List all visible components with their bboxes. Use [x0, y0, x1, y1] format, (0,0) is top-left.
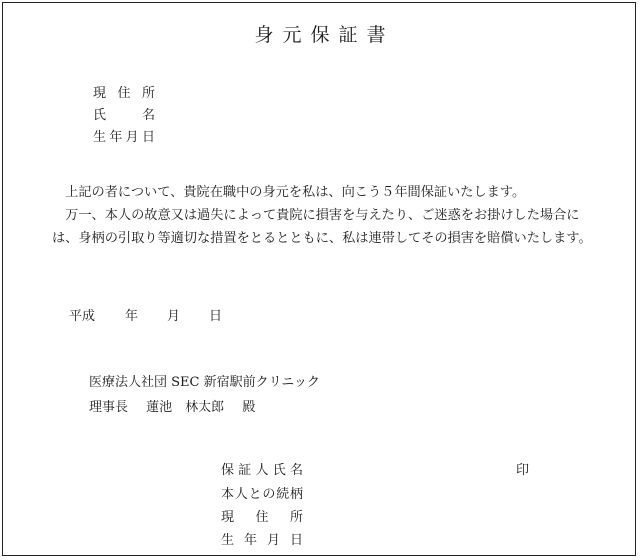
addressee-organization: 医療法人社団 SEC 新宿駅前クリニック: [89, 375, 320, 390]
label-char: 住: [117, 86, 131, 101]
label-char: 年: [109, 130, 123, 145]
addressee-representative: [89, 396, 269, 415]
label-char: 日: [141, 130, 155, 145]
label-char: 生: [93, 130, 107, 145]
subject-address-label: [93, 82, 155, 101]
label-char: 人: [234, 487, 248, 502]
guarantor-name-label: [221, 459, 303, 478]
label-char: 現: [93, 86, 107, 101]
guarantee-statement: [52, 181, 600, 250]
date-day: 日: [209, 309, 223, 324]
label-char: 人: [255, 463, 269, 478]
statement-paragraph-1: 上記の者について、貴院在職中の身元を私は、向こう５年間保証いたします。: [65, 185, 526, 200]
label-char: 現: [221, 510, 235, 525]
label-char: 氏: [93, 108, 107, 123]
date-month: 月: [167, 309, 181, 324]
label-char: と: [248, 487, 262, 502]
label-char: の: [262, 487, 276, 502]
label-char: 保: [221, 463, 235, 478]
label-char: 名: [289, 463, 303, 478]
addressee-name: 蓮池 林太郎: [146, 400, 225, 415]
subject-birthdate-label: [93, 126, 155, 145]
label-char: 証: [238, 463, 252, 478]
guarantor-relationship-label: [221, 483, 303, 502]
label-char: 所: [289, 510, 303, 525]
addressee-title: 理事長: [89, 400, 129, 415]
date-year: 年: [125, 309, 139, 324]
label-char: 生: [221, 533, 235, 548]
date-line: [69, 305, 222, 324]
label-char: 続: [276, 487, 290, 502]
label-char: 月: [125, 130, 139, 145]
label-char: 本: [221, 487, 235, 502]
guarantor-address-label: [221, 506, 303, 525]
document-title: 身元保証書: [254, 24, 395, 46]
label-char: 柄: [289, 487, 303, 502]
subject-name-label: [93, 104, 155, 123]
label-char: 月: [266, 533, 280, 548]
label-char: 年: [243, 533, 257, 548]
guarantor-seal-mark: 印: [516, 463, 530, 478]
addressee-honorific: 殿: [242, 400, 256, 415]
label-char: 氏: [272, 463, 286, 478]
guarantor-birthdate-label: [221, 529, 303, 548]
label-char: 所: [141, 86, 155, 101]
label-char: 日: [289, 533, 303, 548]
label-char: 住: [255, 510, 269, 525]
date-era: 平成: [69, 309, 96, 324]
statement-paragraph-2: 万一、本人の故意又は過失によって貴院に損害を与えたり、ご迷惑をお掛けした場合には、身柄の引取り等適切な措置をとるとともに、私は連帯してその損害を賠償いたします。: [52, 208, 592, 246]
label-char: 名: [141, 108, 155, 123]
